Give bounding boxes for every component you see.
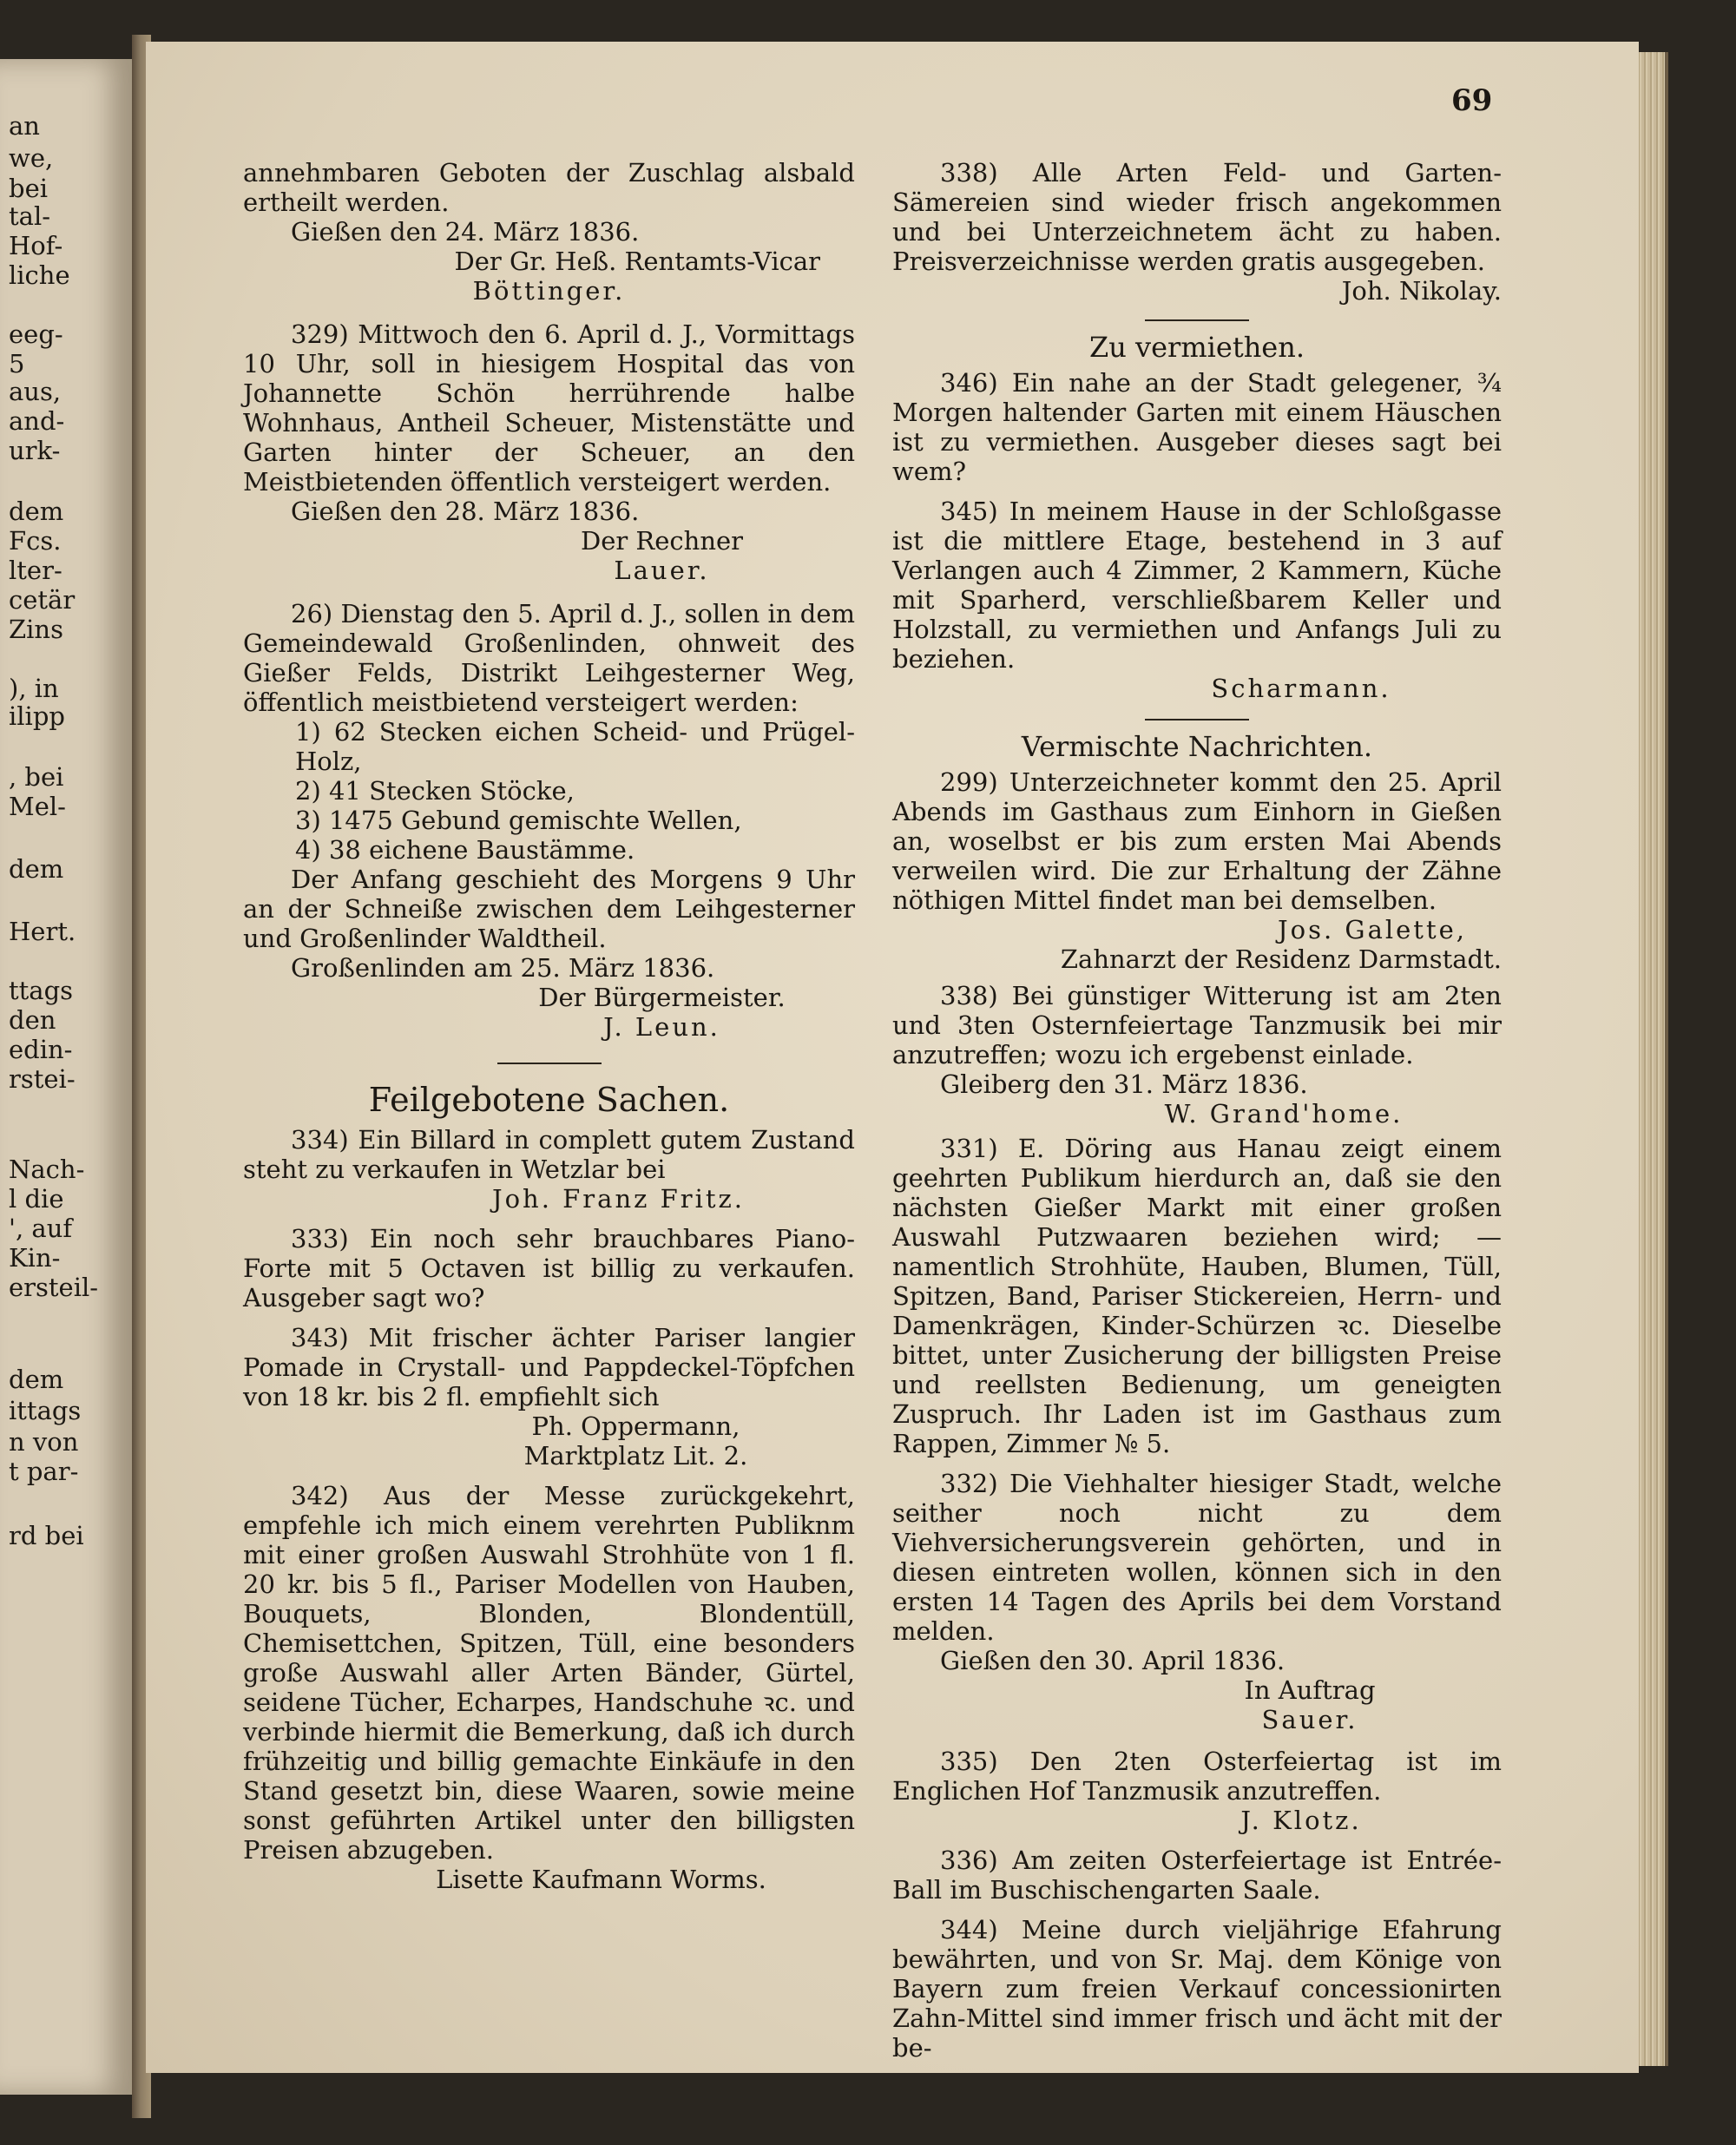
left-page-fragment: , bei xyxy=(9,762,64,792)
notice-335: 335) Den 2ten Osterfeiertag ist im Englichen Hof Tanzmusik anzutreffen. xyxy=(892,1747,1502,1806)
notice-26: 26) Dienstag den 5. April d. J., sollen in dem Gemeindewald Großenlinden, ohnweit des Gießer Felds, Distrikt Leihgesterner Weg, öffentlich meistbietend versteigert werden: xyxy=(243,599,855,717)
notice-338b: 338) Bei günstiger Witterung ist am 2ten und 3ten Osternfeiertage Tanzmusik bei mir anzutreffen; wozu ich ergebenst einlade. xyxy=(892,981,1502,1069)
signature-name: W. Grand'home. xyxy=(1164,1099,1404,1128)
notice-331: 331) E. Döring aus Hanau zeigt einem geehrten Publikum hierdurch an, daß sie den nächsten Gießer Markt mit einer großen Auswahl Putzwaaren beziehen wird; — namentlich Strohhüte, Hauben, Blumen, Tüll, Spitzen, Band, Pariser Stickereien, Herrn- und Damenkrägen, Kinder-Schürzen ꝛc. Dieselbe bittet, unter Zusicherung der billigsten Preise und reellsten Bedienung, um geneigten Zuspruch. Ihr Laden ist im Gasthaus zum Rappen, Zimmer № 5. xyxy=(892,1134,1502,1458)
left-page-fragment: Mel- xyxy=(9,792,66,821)
signature-name: Scharmann. xyxy=(1211,674,1391,703)
signature-name: Böttinger. xyxy=(472,276,626,306)
left-page-fragment: 5 xyxy=(9,349,25,378)
date-line: Gießen den 28. März 1836. xyxy=(291,497,640,526)
left-page-fragment: dem xyxy=(9,854,64,884)
signature-line: Der Gr. Heß. Rentamts-Vicar xyxy=(454,247,820,276)
list-item: 4) 38 eichene Baustämme. xyxy=(295,835,635,865)
notice-342: 342) Aus der Messe zurückgekehrt, empfehle ich mich einem verehrten Publiknm mit einer großen Auswahl Strohhüte von 1 fl. 20 kr. bis 5 fl., Pariser Modellen von Hauben, Bouquets, Blonden, Blondentüll, Chemisettchen, Spitzen, Tüll, eine besonders große Auswahl aller Arten Bänder, Gürtel, seidene Tücher, Echarpes, Handschuhe ꝛc. und verbinde hiermit die Bemerkung, daß ich durch frühzeitig und billig gemachte Einkäufe in den Stand gesetzt bin, diese Waaren, sowie meine sonst geführten Artikel unter den billigsten Preisen abzugeben. xyxy=(243,1481,855,1865)
continuation-text: annehmbaren Geboten der Zuschlag alsbald ertheilt werden. xyxy=(243,158,855,217)
date-line: Großenlinden am 25. März 1836. xyxy=(291,953,715,983)
signature-name: Lisette Kaufmann Worms. xyxy=(436,1865,766,1894)
left-page-fragment: Zins xyxy=(9,615,63,644)
signature-title: Zahnarzt der Residenz Darmstadt. xyxy=(1060,944,1502,974)
section-divider xyxy=(1145,319,1249,321)
section-heading: Vermischte Nachrichten. xyxy=(1021,730,1373,763)
signature-name: Sauer. xyxy=(1261,1705,1358,1734)
notice-343: 343) Mit frischer ächter Pariser langier Pomade in Crystall- und Pappdeckel-Töpfchen von 18 kr. bis 2 fl. empfiehlt sich xyxy=(243,1323,855,1411)
left-page-fragment: rstei- xyxy=(9,1064,76,1094)
notice-338a: 338) Alle Arten Feld- und Garten-Sämereien sind wieder frisch angekommen und bei Unterzeichnetem ächt zu haben. Preisverzeichnisse werden gratis ausgegeben. xyxy=(892,158,1502,276)
signature-address: Marktplatz Lit. 2. xyxy=(523,1441,748,1471)
left-page-fragment: tal- xyxy=(9,201,51,231)
notice-333: 333) Ein noch sehr brauchbares Piano-Forte mit 5 Octaven ist billig zu verkaufen. Ausgeber sagt wo? xyxy=(243,1224,855,1313)
left-page-fragment: cetär xyxy=(9,585,76,615)
page-number: 69 xyxy=(1451,83,1493,118)
section-heading: Zu vermiethen. xyxy=(1088,331,1305,364)
left-page-fragment: t par- xyxy=(9,1457,79,1486)
left-page-fragment: an xyxy=(9,111,40,141)
left-page-fragment: ittags xyxy=(9,1396,82,1425)
left-page-fragment: ilipp xyxy=(9,701,65,731)
left-page-fragment: edin- xyxy=(9,1035,73,1064)
left-page-fragment: lter- xyxy=(9,556,62,585)
list-item: 1) 62 Stecken eichen Scheid- und Prügel-Holz, xyxy=(295,717,855,776)
left-page-fragment: ), in xyxy=(9,674,59,703)
section-divider xyxy=(1145,719,1249,720)
signature-line: Der Rechner xyxy=(580,526,744,556)
list-item: 3) 1475 Gebund gemischte Wellen, xyxy=(295,806,742,835)
right-column xyxy=(892,158,1502,2073)
left-page-fragment: liche xyxy=(9,260,70,290)
signature-name: J. Klotz. xyxy=(1240,1806,1362,1835)
list-item: 2) 41 Stecken Stöcke, xyxy=(295,776,575,806)
left-page-fragment: ttags xyxy=(9,976,74,1005)
left-page-fragment: Kin- xyxy=(9,1243,61,1273)
signature-name: Ph. Oppermann, xyxy=(531,1411,740,1441)
signature-name: Joh. Franz Fritz. xyxy=(491,1184,746,1214)
notice-344: 344) Meine durch vieljährige Efahrung bewährten, und von Sr. Maj. dem Könige von Bayern zum freien Verkauf concessionirten Zahn-Mittel sind immer frisch und ächt mit der be- xyxy=(892,1915,1502,2063)
notice-332: 332) Die Viehhalter hiesiger Stadt, welche seither noch nicht zu dem Viehversicherungsverein gehörten, und in diesen eintreten wollen, können sich in den ersten 14 Tagen des Aprils bei dem Vorstand melden. xyxy=(892,1469,1502,1646)
signature-name: Joh. Nikolay. xyxy=(1341,276,1502,306)
section-divider xyxy=(497,1063,602,1064)
notice-text: Der Anfang geschieht des Morgens 9 Uhr an der Schneiße zwischen dem Leihgesterner und Großenlinder Waldtheil. xyxy=(243,865,855,953)
date-line: Gießen den 24. März 1836. xyxy=(291,217,640,247)
left-page-fragment: Fcs. xyxy=(9,526,62,556)
notice-329: 329) Mittwoch den 6. April d. J., Vormittags 10 Uhr, soll in hiesigem Hospital das von Johannette Schön herrührende halbe Wohnhaus, Antheil Scheuer, Mistenstätte und Garten hinter der Scheuer, an den Meistbietenden öffentlich versteigert werden. xyxy=(243,319,855,497)
left-page-fragment: we, xyxy=(9,143,54,173)
notice-346: 346) Ein nahe an der Stadt gelegener, ¾ Morgen haltender Garten mit einem Häuschen ist zu vermiethen. Ausgeber dieses sagt bei wem? xyxy=(892,368,1502,486)
signature-line: In Auftrag xyxy=(1244,1675,1376,1705)
notice-334: 334) Ein Billard in complett gutem Zustand steht zu verkaufen in Wetzlar bei xyxy=(243,1125,855,1184)
signature-name: Jos. Galette, xyxy=(1278,915,1467,944)
left-page-fragment: aus, xyxy=(9,377,62,406)
left-page-fragment: Hert. xyxy=(9,917,76,946)
left-page-edge xyxy=(0,59,132,2095)
date-line: Gleiberg den 31. März 1836. xyxy=(940,1069,1308,1099)
left-page-fragment: dem xyxy=(9,1365,64,1394)
notice-345: 345) In meinem Hause in der Schloßgasse ist die mittlere Etage, bestehend in 3 auf Verlangen auch 4 Zimmer, 2 Kammern, Küche mit Sparherd, verschließbarem Keller und Holzstall, zu vermiethen und Anfangs Juli zu beziehen. xyxy=(892,497,1502,674)
left-page-fragment: ersteil- xyxy=(9,1273,99,1302)
date-line: Gießen den 30. April 1836. xyxy=(940,1646,1286,1675)
left-page-fragment: bei xyxy=(9,174,49,203)
left-page-fragment: n von xyxy=(9,1427,79,1457)
signature-name: J. Leun. xyxy=(603,1012,720,1042)
left-page-fragment: Nach- xyxy=(9,1155,85,1184)
left-page-fragment: eeg- xyxy=(9,319,63,349)
left-page-fragment: Hof- xyxy=(9,231,63,260)
notice-336: 336) Am zeiten Osterfeiertage ist Entrée-Ball im Buschischengarten Saale. xyxy=(892,1846,1502,1905)
left-page-fragment: ', auf xyxy=(9,1214,73,1243)
left-page-fragment: rd bei xyxy=(9,1521,84,1550)
signature-line: Der Bürgermeister. xyxy=(538,983,786,1012)
left-page-fragment: urk- xyxy=(9,436,61,465)
left-page-fragment: den xyxy=(9,1005,56,1035)
left-column xyxy=(243,158,855,1894)
left-page-fragment: and- xyxy=(9,406,65,436)
signature-name: Lauer. xyxy=(614,556,710,585)
left-page-fragment: dem xyxy=(9,497,64,526)
notice-299: 299) Unterzeichneter kommt den 25. April Abends im Gasthaus zum Einhorn in Gießen an, woselbst er bis zum ersten Mai Abends verweilen wird. Die zur Erhaltung der Zähne nöthigen Mittel findet man bei demselben. xyxy=(892,767,1502,915)
section-heading: Feilgebotene Sachen. xyxy=(368,1081,730,1119)
auction-item-list xyxy=(243,717,855,865)
left-page-fragment: l die xyxy=(9,1184,64,1214)
